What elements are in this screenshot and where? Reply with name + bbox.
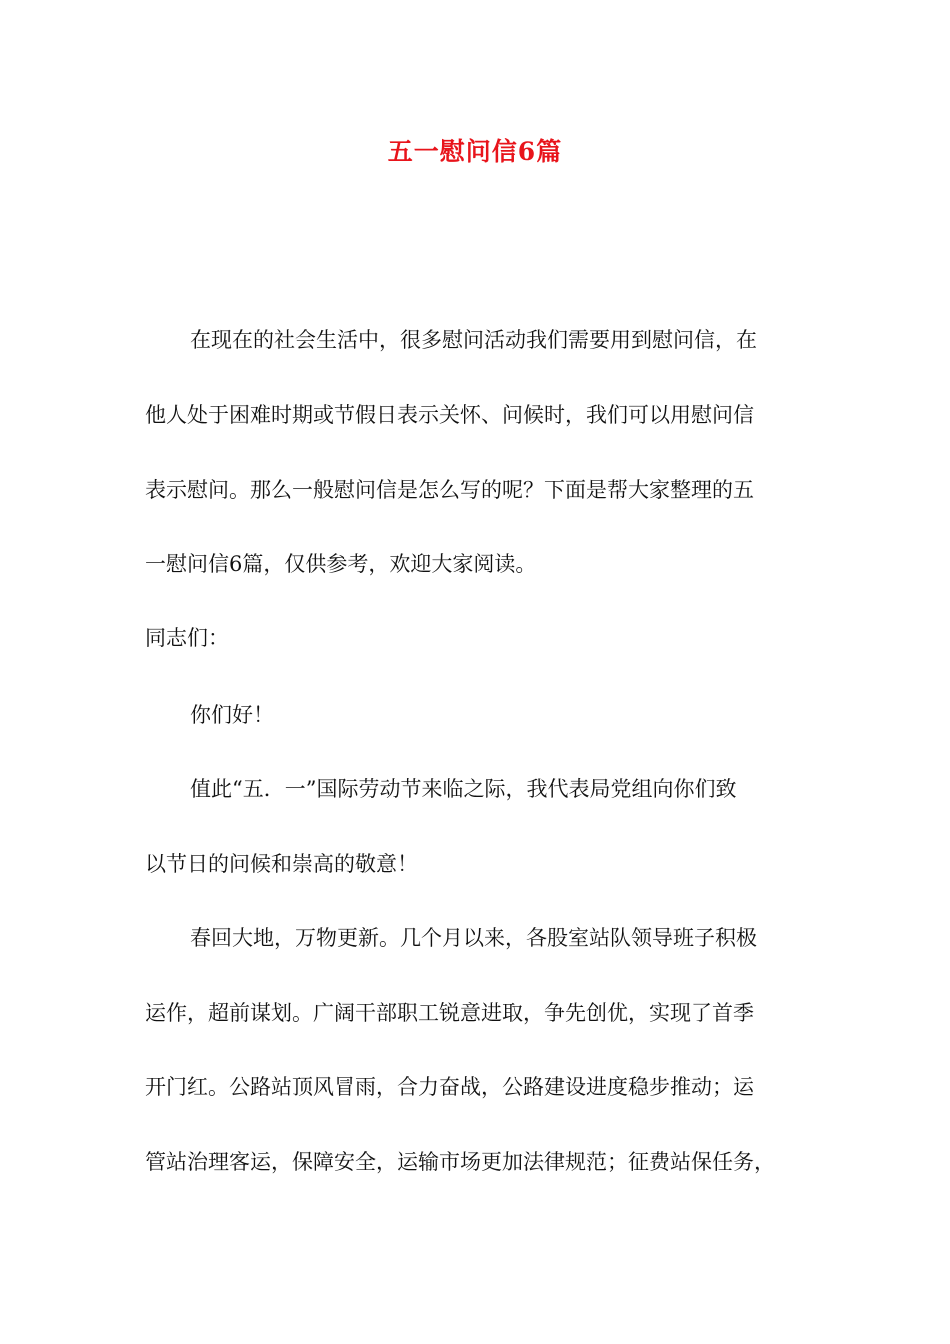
paragraph-line: 以节日的问候和崇高的敬意！ — [145, 852, 418, 876]
document-title: 五一慰问信6篇 — [387, 137, 563, 166]
greeting: 你们好！ — [190, 703, 274, 727]
paragraph-line: 开门红。公路站顶风冒雨，合力奋战，公路建设进度稳步推动；运 — [145, 1075, 754, 1099]
paragraph-line: 运作，超前谋划。广阔干部职工锐意进取，争先创优，实现了首季 — [145, 1001, 754, 1025]
paragraph-line: 值此“五．一”国际劳动节来临之际，我代表局党组向你们致 — [190, 777, 737, 801]
paragraph-line: 一慰问信6篇，仅供参考，欢迎大家阅读。 — [145, 552, 537, 576]
paragraph-line: 表示慰问。那么一般慰问信是怎么写的呢？下面是帮大家整理的五 — [145, 478, 754, 502]
salutation: 同志们： — [145, 626, 229, 650]
paragraph-line: 在现在的社会生活中，很多慰问活动我们需要用到慰问信，在 — [190, 328, 757, 352]
paragraph-line: 他人处于困难时期或节假日表示关怀、问候时，我们可以用慰问信 — [145, 403, 754, 427]
paragraph-line: 春回大地，万物更新。几个月以来，各股室站队领导班子积极 — [190, 926, 757, 950]
paragraph-line: 管站治理客运，保障安全，运输市场更加法律规范；征费站保任务， — [145, 1150, 775, 1174]
